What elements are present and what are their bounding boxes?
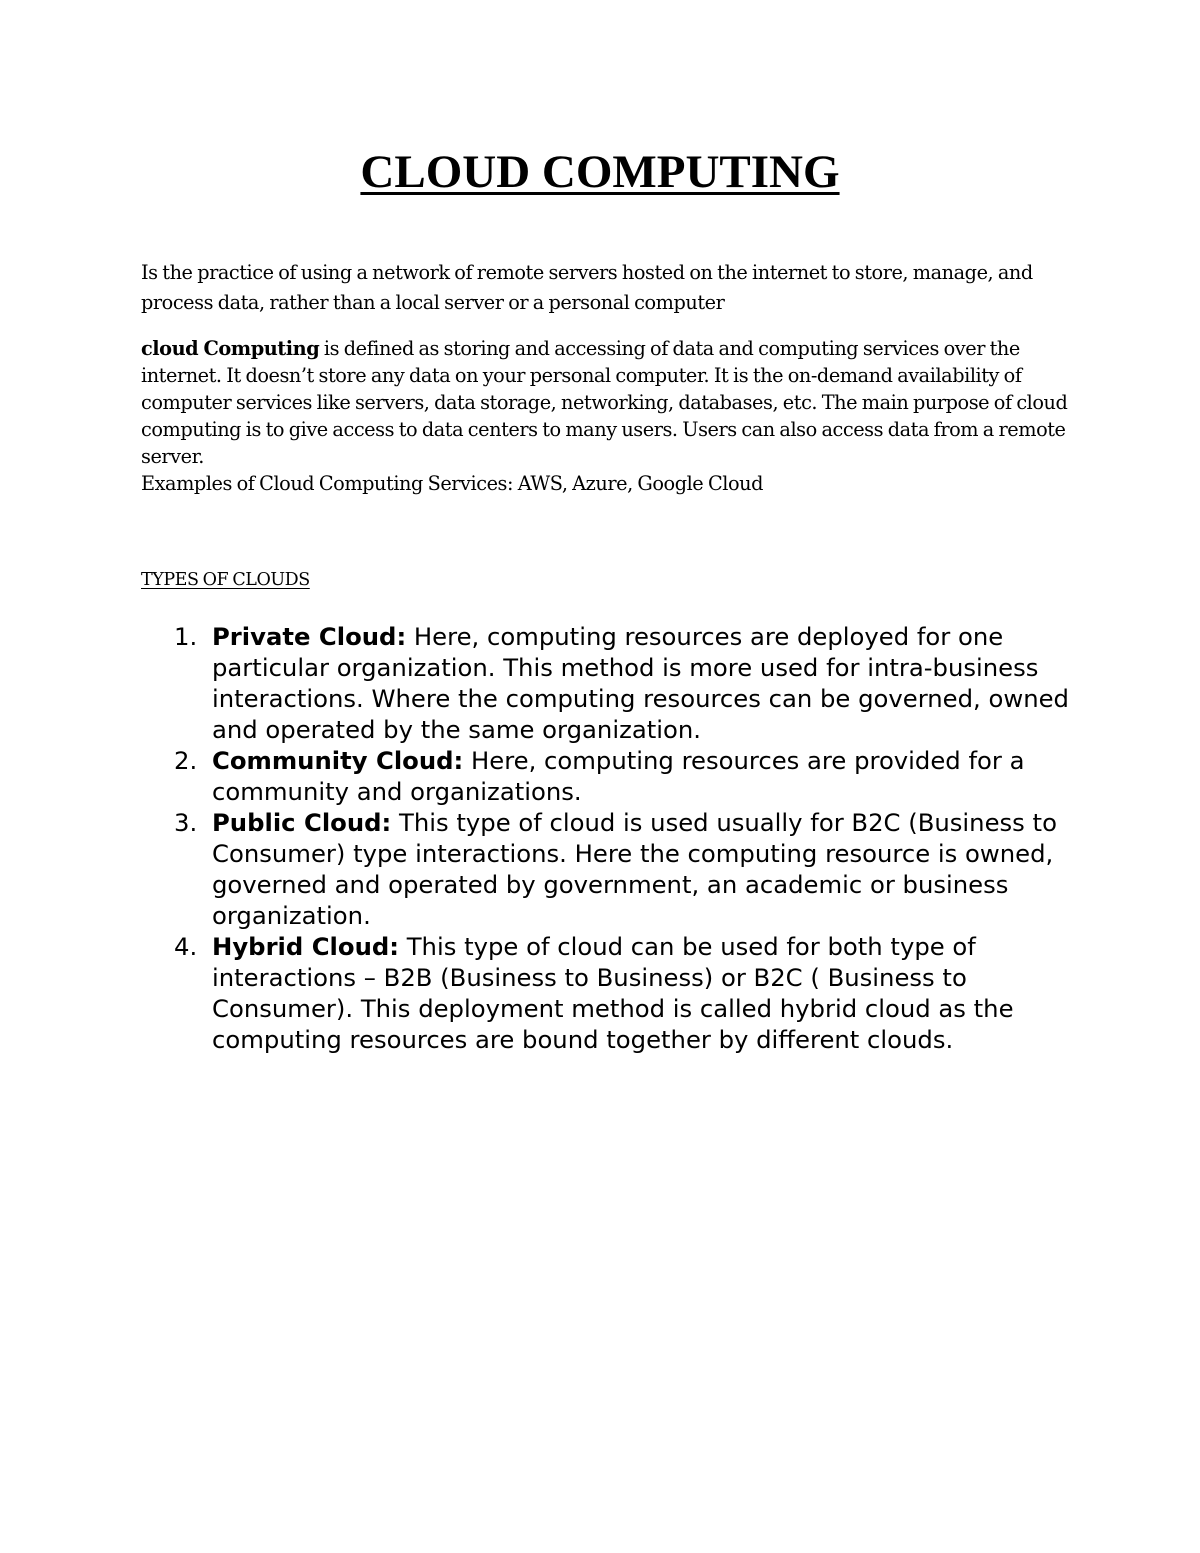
types-heading: TYPES OF CLOUDS [141, 570, 310, 590]
list-term: Hybrid Cloud: [212, 932, 399, 961]
list-number: 2. [174, 746, 198, 775]
list-item-private-cloud [174, 621, 1082, 745]
list-number: 1. [174, 622, 198, 651]
list-term: Private Cloud: [212, 622, 407, 651]
definition-paragraph [141, 335, 1071, 470]
list-description: This type of cloud can be used for both type of interactions – B2B (Business to Business) or B2C ( Business to Consumer). This deployment method is called hybrid cloud as the computing resources are bound together by different clouds. [212, 932, 1014, 1054]
intro-paragraph: Is the practice of using a network of remote servers hosted on the internet to store, manage, and process data, rather than a local server or a personal computer [141, 261, 1033, 314]
types-list [174, 621, 1082, 1055]
list-description: Here, computing resources are provided for a community and organizations. [212, 746, 1025, 806]
list-item-public-cloud [174, 807, 1082, 931]
definition-body: is defined as storing and accessing of data and computing services over the internet. It doesn’t store any data on your personal computer. It is the on-demand availability of computer services like servers, data storage, networking, databases, etc. The main purpose of cloud computing is to give access to data centers to many users. Users can also access data from a remote server. [141, 337, 1068, 468]
list-term: Community Cloud: [212, 746, 464, 775]
list-number: 4. [174, 932, 198, 961]
document-title: CLOUD COMPUTING [360, 146, 840, 198]
list-item-hybrid-cloud [174, 931, 1082, 1055]
list-description: Here, computing resources are deployed for one particular organization. This method is more used for intra-business interactions. Where the computing resources can be governed, owned and operated by the same organization. [212, 622, 1069, 744]
list-item-community-cloud [174, 745, 1082, 807]
list-number: 3. [174, 808, 198, 837]
list-term: Public Cloud: [212, 808, 392, 837]
examples-line: Examples of Cloud Computing Services: AWS, Azure, Google Cloud [141, 472, 763, 495]
definition-lead-term: cloud Computing [141, 337, 320, 360]
list-description: This type of cloud is used usually for B2C (Business to Consumer) type interactions. Here the computing resource is owned, governed and operated by government, an academic or business organization. [212, 808, 1057, 930]
